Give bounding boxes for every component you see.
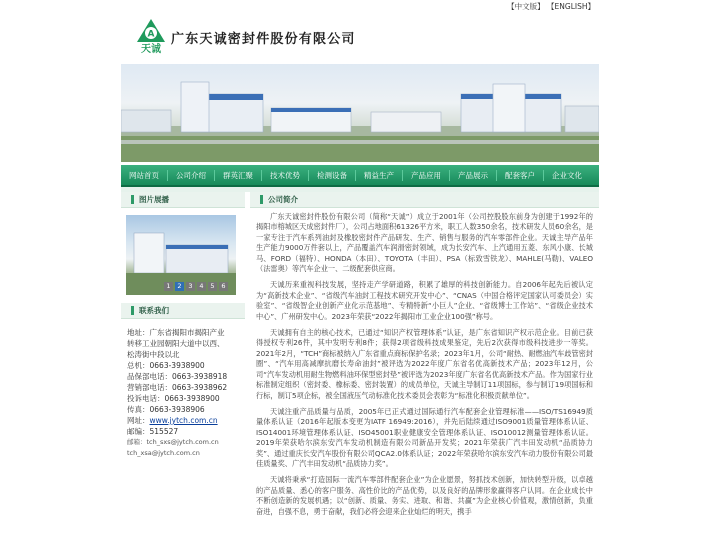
gallery-header-marker (131, 195, 134, 204)
gallery-thumbs (164, 282, 228, 291)
intro-header-marker (260, 195, 263, 204)
contact-header (121, 303, 245, 319)
gallery-slideshow[interactable] (126, 215, 236, 295)
contact-header-marker (131, 306, 134, 315)
nav-about[interactable]: 公司介绍 (168, 170, 215, 181)
gallery-thumb-3[interactable]: 3 (186, 282, 195, 291)
intro-paragraph-4: 天诚注重产品质量与品质，2005年已正式通过国际通行汽车配套企业管理标准——ISO/TS16949质量体系认证（2016年起版本变更为IATF 16949:2016），并先后陆续通过ISO9001质量管理体系认证、ISO14001环境管理体系认证、ISO45001职业健康安全管理体系认证、ISO10012测量管理体系认证。2019年荣获哈尔滨东安汽车发动机制造有限公司新品开发奖；2021年荣获广汽丰田发动机“品质协力奖”、通过重庆长安汽车股份有限公司QCA2.0体系认证；2022年荣获哈尔滨东安汽车动力股份有限公司最佳质量奖、广汽丰田发动机“品质协力奖”。 (256, 406, 593, 468)
company-name: 广东天诚密封件股份有限公司 (171, 32, 356, 47)
contact-quality-phone: 品保部电话：0663-3938918 (127, 372, 228, 381)
nav-home[interactable]: 网站首页 (121, 170, 168, 181)
intro-paragraph-1: 广东天诚密封件股份有限公司（简称“天诚”）成立于2001年（公司控股股东前身为创建于1992年的揭阳市榕城区天成密封件厂），公司占地面积61326平方米，职工人数350余名，技术研发人员60余名，是一家专注于汽车系列油封及橡胶密封件产品研发、生产、销售与服务的汽车零部件企业。天诚主导产品年生产能力9000万件套以上，产品覆盖汽车润滑密封领域，成为长安汽车、上汽通用五菱、东风小康、长城马、FORD（福特）、HONDA（本田）、TOYOTA（丰田）、PSA（标致雪铁龙）、MAHLE(马勒)、VALEO（法雷奥）等汽车企业一、二级配套供应商。 (256, 212, 593, 274)
intro-paragraph-2: 天诚历来重视科技发展，坚持走产学研道路，积累了雄厚的科技创新能力。自2006年起先后被认定为“高新技术企业”、“省级汽车油封工程技术研究开发中心”、“CNAS（中国合格评定国家认可委员会）实验室”、“省级智企业创新产业化示范基地”、专精特新“小巨人”企业、“省级博士工作站”、“省级企业技术中心”、广州研发中心。2023年荣获“2022年揭阳市工业企业100强”称号。 (256, 280, 593, 321)
lang-english-link[interactable]: 【ENGLISH】 (547, 2, 595, 11)
content-column (250, 192, 599, 540)
main-nav (121, 165, 599, 187)
gallery-thumb-2[interactable]: 2 (175, 282, 184, 291)
intro-paragraph-3: 天诚拥有自主的核心技术，已通过“知识产权管理体系”认证，是广东省知识产权示范企业。目前已获得授权专利26件，其中发明专利8件；获得2项省级科技成果鉴定，先后2次获得市级科技进步一等奖。2021年2月，“TCH”商标被纳入广东省重点商标保护名录；2023年1月，公司“耐热、耐燃油汽车歧管密封圈”、“汽车用高减摩抗磨长寿命油封”被评选为2022年度广东省名优高新技术产品；2023年12月，公司“汽车发动机用耐生物燃料油环保型密封垫”被评选为2023年度广东省名优高新技术产品。作为国家行业标准制定组织（密封委、橡标委、密封装置）的成员单位，天诚主导制订11项国标，参与制订19项国标和行标，制订5项企标，被全国液压气动标准化技术委员会表彰为“标准化积极贡献单位”。 (256, 328, 594, 400)
nav-products[interactable]: 产品展示 (450, 170, 497, 181)
contact-title: 联系我们 (139, 306, 169, 315)
nav-customers[interactable]: 配套客户 (497, 170, 544, 181)
contact-sales-phone: 营销部电话：0663-3938962 (127, 383, 228, 392)
contact-fax: 传真：0663-3938906 (127, 405, 205, 414)
logo-letter: A (147, 29, 155, 40)
contact-info (121, 319, 245, 459)
banner-image (121, 64, 599, 162)
gallery-header (121, 192, 245, 208)
gallery-title: 图片展播 (139, 195, 169, 204)
lang-chinese-link[interactable]: 【中文版】 (507, 2, 545, 11)
contact-postcode: 邮编：515527 (127, 427, 179, 436)
left-column (121, 192, 245, 540)
contact-website-row (127, 415, 245, 426)
language-switcher (507, 1, 595, 12)
intro-paragraph-5: 天诚将秉承“打造国际一流汽车零部件配套企业”为企业愿景，努抓技术创新，加快转型升级，以卓越的产品质量、悉心的客户服务、高性价比的产品优势，以及良好的品牌形象赢得客户认同。在企业成长中不断创造新的发展机遇；以“创新、质量、务实、进取、和谐、共赢”为企业核心价值观，激情创新，负重奋进，自强不息，勇于奋献，我们必将会迎来企业灿烂的明天，携手 (256, 475, 593, 516)
company-logo[interactable] (135, 18, 167, 54)
gallery-thumb-5[interactable]: 5 (208, 282, 217, 291)
nav-technology[interactable]: 技术优势 (262, 170, 309, 181)
intro-article (250, 192, 599, 517)
nav-culture[interactable]: 企业文化 (552, 170, 582, 180)
gallery-thumb-4[interactable]: 4 (197, 282, 206, 291)
main-container (121, 0, 599, 540)
gallery-thumb-6[interactable]: 6 (219, 282, 228, 291)
nav-lean-production[interactable]: 精益生产 (356, 170, 403, 181)
nav-talent[interactable]: 群英汇聚 (215, 170, 262, 181)
nav-product-application[interactable]: 产品应用 (403, 170, 450, 181)
contact-complaint-phone: 投诉电话：0663-3938900 (127, 394, 220, 403)
factory-illustration (121, 64, 599, 162)
contact-website-label: 网址： (127, 416, 150, 425)
logo-text: 天诚 (141, 44, 161, 54)
contact-email-2[interactable]: tch_xsa@jytch.com.cn (127, 449, 200, 457)
intro-title: 公司简介 (268, 195, 298, 204)
intro-header (250, 192, 599, 208)
contact-address-3: 松涛街中段以北 (127, 350, 180, 359)
contact-address-1: 地址：广东省揭阳市揭阳产业 (127, 328, 225, 337)
contact-email-1[interactable]: 邮箱：tch_sxs@jytch.com.cn (127, 438, 219, 446)
contact-website-link[interactable]: www.jytch.com.cn (149, 416, 218, 425)
gallery-thumb-1[interactable]: 1 (164, 282, 173, 291)
nav-testing-equipment[interactable]: 检测设备 (309, 170, 356, 181)
contact-address-2: 转移工业园朝阳大道中以西、 (127, 339, 225, 348)
contact-switchboard: 总机：0663-3938900 (127, 361, 205, 370)
